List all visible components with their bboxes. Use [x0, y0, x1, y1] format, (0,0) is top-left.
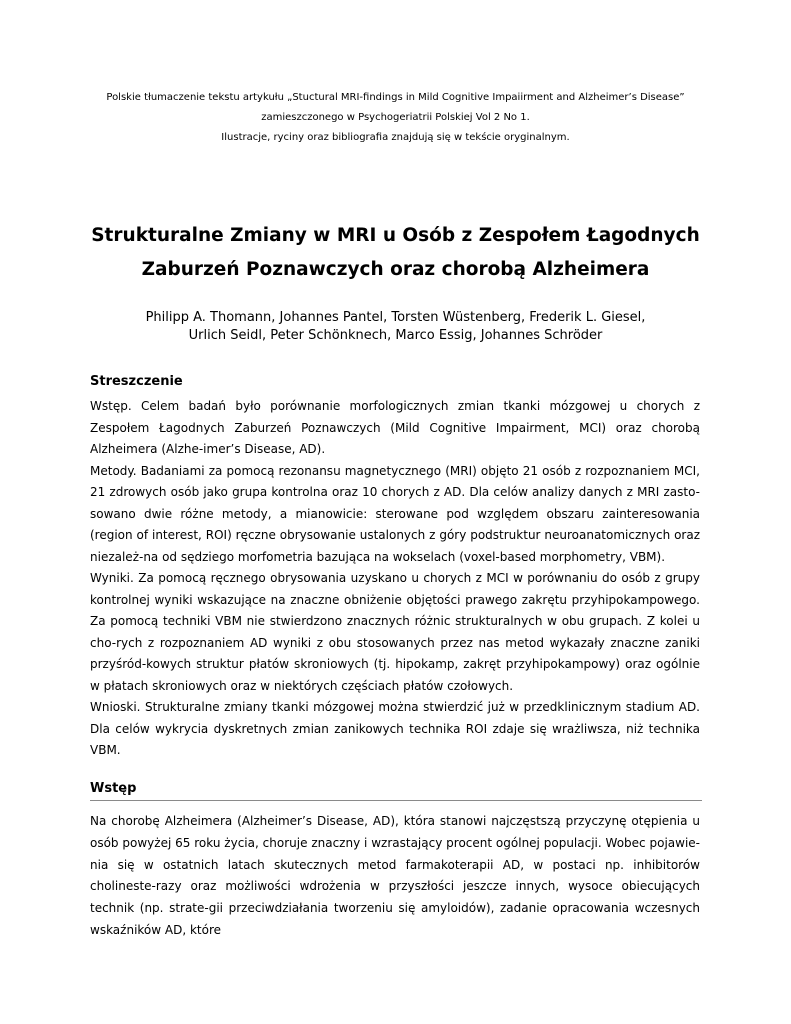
- abstract-paragraph-methods: Metody. Badaniami za pomocą rezonansu magnetycznego (MRI) objęto 21 osób z rozpoznaniem MCI, 21 zdrowych osób jako grupa kontrolna oraz 10 chorych z AD. Dla celów analizy danych z MRI zasto-sowano dwie różne metody, a mianowicie: sterowane pod względem obszaru zainteresowania (region of interest, ROI) ręczne obrysowanie ustalonych z góry podstruktur neuroanatomicznych oraz niezależ-na od sędziego morfometria bazująca na wokselach (voxel-based morphometry, VBM).: [90, 463, 700, 564]
- translation-note: [60, 88, 731, 148]
- translation-note-line-2: zamieszczonego w Psychogeriatrii Polskiej Vol 2 No 1.: [261, 112, 530, 123]
- abstract-paragraph-introduction: Wstęp. Celem badań było porównanie morfologicznych zmian tkanki mózgowej u chorych z Zespołem Łagodnych Zaburzeń Poznawczych (Mild Cognitive Impairment, MCI) oraz chorobą Alzheimera (Alzhe-imer’s Disease, AD).: [90, 399, 700, 456]
- article-title-line-1: Strukturalne Zmiany w MRI u Osób z Zespołem Łagodnych: [91, 225, 700, 246]
- translation-note-line-1: Polskie tłumaczenie tekstu artykułu „Stuctural MRI-findings in Mild Cognitive Impaiirment and Alzheimer’s Disease”: [106, 92, 685, 103]
- author-list: [60, 309, 731, 345]
- author-list-line-2: Urlich Seidl, Peter Schönknech, Marco Essig, Johannes Schröder: [188, 328, 603, 343]
- introduction-paragraph: Na chorobę Alzheimera (Alzheimer’s Disease, AD), która stanowi najczęstszą przyczynę otępienia u osób powyżej 65 roku życia, choruje znaczny i wzrastający procent ogólnej populacji. Wobec pojawie-nia się w ostatnich latach skutecznych metod farmakoterapii AD, w postaci np. inhibitorów cholineste-razy oraz możliwości wdrożenia w przyszłości jeszcze innych, wysoce obiecujących technik (np. strate-gii przeciwdziałania tworzeniu się amyloidów), zadanie opracowania wczesnych wskaźników AD, które: [90, 814, 700, 937]
- abstract-heading: Streszczenie: [90, 374, 183, 389]
- article-title-line-2: Zaburzeń Poznawczych oraz chorobą Alzheimera: [141, 259, 650, 280]
- abstract-paragraph-conclusions: Wnioski. Strukturalne zmiany tkanki mózgowej można stwierdzić już w przedklinicznym stadium AD. Dla celów wykrycia dyskretnych zmian zanikowych technika ROI zdaje się wrażliwsza, niż technika VBM.: [90, 700, 700, 757]
- article-title: [40, 219, 751, 287]
- abstract-paragraph-results: Wyniki. Za pomocą ręcznego obrysowania uzyskano u chorych z MCI w porównaniu do osób z grupy kontrolnej wyniki wskazujące na znaczne obniżenie objętości prawego zakrętu przyhipokampowego. Za pomocą techniki VBM nie stwierdzono znacznych różnic strukturalnych w obu grupach. Z kolei u cho-rych z rozpoznaniem AD wyniki z obu stosowanych przez nas metod wykazały znaczne zaniki przyśród-kowych struktur płatów skroniowych (tj. hipokamp, zakręt przyhipokampowy) oraz ogólnie w płatach skroniowych oraz w niektórych częściach płatów czołowych.: [90, 571, 700, 693]
- author-list-line-1: Philipp A. Thomann, Johannes Pantel, Torsten Wüstenberg, Frederik L. Giesel,: [145, 310, 646, 325]
- introduction-heading: Wstęp: [90, 780, 702, 801]
- introduction-body: [90, 811, 700, 942]
- translation-note-line-3: Ilustracje, ryciny oraz bibliografia znajdują się w tekście oryginalnym.: [221, 132, 570, 143]
- abstract-body: [90, 396, 700, 762]
